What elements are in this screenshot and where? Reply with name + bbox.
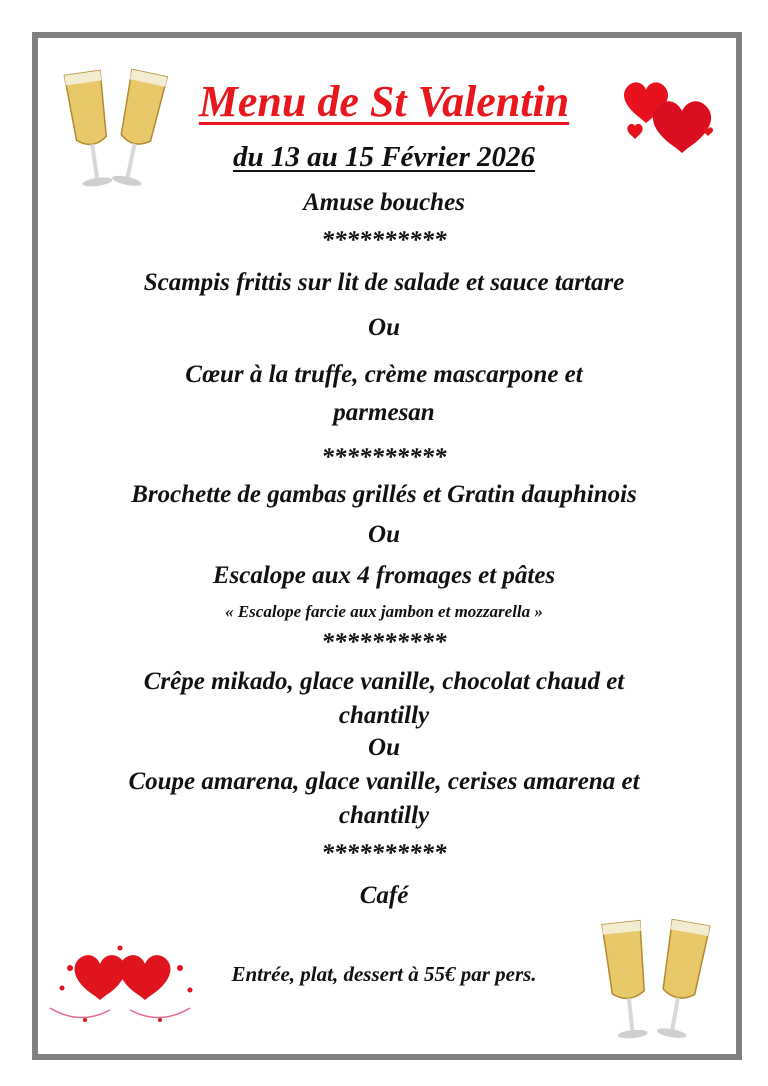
main-option-1: Brochette de gambas grillés et Gratin dauphinois	[131, 481, 637, 508]
menu-dates: du 13 au 15 Février 2026	[232, 141, 536, 173]
dessert-option-2-line1: Coupe amarena, glace vanille, cerises amarena et	[128, 768, 640, 795]
or-label: Ou	[368, 734, 400, 761]
separator: **********	[321, 629, 447, 656]
separator: **********	[321, 227, 447, 254]
menu-title: Menu de St Valentin	[198, 77, 570, 126]
main-option-2: Escalope aux 4 fromages et pâtes	[212, 562, 556, 589]
price-line: Entrée, plat, dessert à 55€ par pers.	[231, 962, 537, 986]
coffee: Café	[359, 882, 409, 909]
or-label: Ou	[368, 314, 400, 341]
dessert-option-1-line1: Crêpe mikado, glace vanille, chocolat chaud et	[143, 668, 625, 695]
dessert-option-1-line2: chantilly	[338, 702, 430, 729]
starter-option-2-line1: Cœur à la truffe, crème mascarpone et	[185, 361, 583, 388]
starter-option-1: Scampis frittis sur lit de salade et sauce tartare	[143, 269, 625, 296]
or-label: Ou	[368, 521, 400, 548]
amuse-bouches: Amuse bouches	[303, 189, 465, 216]
separator: **********	[321, 840, 447, 867]
starter-option-2-line2: parmesan	[333, 399, 435, 426]
separator: **********	[321, 444, 447, 471]
hearts-swirl-icon	[40, 938, 200, 1033]
dessert-option-2-line2: chantilly	[338, 802, 430, 829]
champagne-glasses-icon	[58, 58, 173, 193]
main-option-2-note: « Escalope farcie aux jambon et mozzarella »	[225, 602, 543, 621]
